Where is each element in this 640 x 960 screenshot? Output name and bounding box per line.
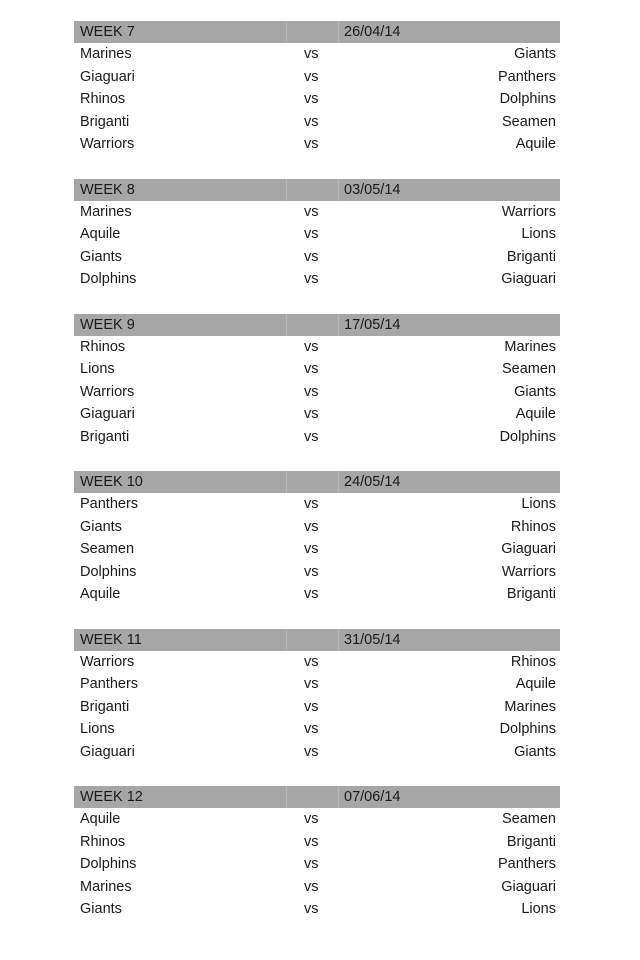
header-divider	[286, 314, 287, 336]
match-row	[74, 426, 560, 449]
match-row	[74, 381, 560, 404]
match-row	[74, 268, 560, 291]
away-team: Giaguari	[501, 271, 556, 287]
match-row	[74, 223, 560, 246]
away-team: Rhinos	[510, 653, 556, 670]
home-team: Aquile	[80, 811, 121, 827]
home-team: Giaguari	[80, 743, 135, 760]
match-row	[74, 111, 560, 134]
week-label: WEEK 11	[80, 631, 142, 648]
versus-label: vs	[304, 113, 319, 130]
home-team: Giaguari	[80, 406, 135, 422]
versus-label: vs	[304, 721, 319, 737]
match-row	[74, 651, 560, 674]
versus-label: vs	[304, 878, 319, 895]
home-team: Warriors	[80, 653, 135, 670]
match-row	[74, 88, 560, 111]
versus-label: vs	[304, 743, 319, 760]
versus-label: vs	[304, 226, 319, 242]
versus-label: vs	[304, 203, 319, 220]
match-row	[74, 876, 560, 899]
away-team: Dolphins	[499, 428, 556, 445]
header-divider	[338, 471, 339, 493]
versus-label: vs	[304, 676, 319, 692]
header-divider	[286, 629, 287, 651]
home-team: Marines	[80, 878, 132, 895]
home-team: Giants	[80, 518, 122, 535]
week-label: WEEK 7	[80, 24, 135, 40]
match-row	[74, 696, 560, 719]
versus-label: vs	[304, 653, 319, 670]
home-team: Lions	[80, 721, 115, 737]
week-header	[74, 471, 560, 493]
match-row	[74, 538, 560, 561]
away-team: Giaguari	[501, 541, 556, 557]
match-row	[74, 358, 560, 381]
away-team: Aquile	[515, 406, 556, 422]
header-divider	[286, 21, 287, 43]
away-team: Dolphins	[499, 91, 556, 107]
versus-label: vs	[304, 541, 319, 557]
versus-label: vs	[304, 68, 319, 85]
week-label: WEEK 12	[80, 789, 143, 805]
header-divider	[338, 314, 339, 336]
week-spacer	[74, 763, 560, 786]
match-row	[74, 493, 560, 516]
home-team: Aquile	[80, 226, 121, 242]
header-divider	[338, 629, 339, 651]
match-row	[74, 336, 560, 359]
away-team: Briganti	[506, 248, 556, 265]
away-team: Aquile	[515, 676, 556, 692]
versus-label: vs	[304, 428, 319, 445]
home-team: Rhinos	[80, 338, 126, 355]
home-team: Giants	[80, 248, 122, 265]
away-team: Lions	[521, 226, 556, 242]
home-team: Briganti	[80, 698, 130, 715]
week-label: WEEK 8	[80, 181, 135, 198]
away-team: Rhinos	[510, 518, 556, 535]
match-row	[74, 898, 560, 921]
header-divider	[286, 786, 287, 808]
away-team: Giants	[514, 46, 556, 62]
match-row	[74, 808, 560, 831]
home-team: Rhinos	[80, 91, 126, 107]
match-row	[74, 403, 560, 426]
home-team: Briganti	[80, 428, 130, 445]
match-row	[74, 831, 560, 854]
away-team: Seamen	[501, 811, 556, 827]
away-team: Panthers	[497, 68, 556, 85]
week-label: WEEK 10	[80, 474, 143, 490]
away-team: Giaguari	[501, 878, 556, 895]
versus-label: vs	[304, 901, 319, 917]
match-row	[74, 43, 560, 66]
match-row	[74, 201, 560, 224]
match-row	[74, 246, 560, 269]
versus-label: vs	[304, 833, 319, 850]
away-team: Seamen	[501, 113, 556, 130]
away-team: Marines	[504, 698, 556, 715]
away-team: Seamen	[501, 361, 556, 377]
week-date: 26/04/14	[344, 24, 401, 40]
match-row	[74, 673, 560, 696]
week-date: 24/05/14	[344, 474, 401, 490]
away-team: Briganti	[506, 586, 556, 602]
home-team: Rhinos	[80, 833, 126, 850]
week-label: WEEK 9	[80, 316, 135, 333]
match-row	[74, 718, 560, 741]
match-row	[74, 66, 560, 89]
home-team: Panthers	[80, 496, 139, 512]
week-block	[74, 629, 560, 787]
week-date: 31/05/14	[344, 631, 401, 648]
home-team: Giaguari	[80, 68, 135, 85]
week-header	[74, 21, 560, 43]
away-team: Warriors	[501, 203, 556, 220]
week-block	[74, 786, 560, 921]
away-team: Marines	[504, 338, 556, 355]
header-divider	[338, 179, 339, 201]
week-spacer	[74, 156, 560, 179]
versus-label: vs	[304, 383, 319, 400]
header-divider	[338, 786, 339, 808]
week-header	[74, 786, 560, 808]
versus-label: vs	[304, 271, 319, 287]
home-team: Warriors	[80, 136, 135, 152]
versus-label: vs	[304, 496, 319, 512]
versus-label: vs	[304, 856, 319, 872]
versus-label: vs	[304, 46, 319, 62]
away-team: Panthers	[497, 856, 556, 872]
away-team: Lions	[521, 496, 556, 512]
week-date: 17/05/14	[344, 316, 401, 333]
versus-label: vs	[304, 406, 319, 422]
versus-label: vs	[304, 136, 319, 152]
week-spacer	[74, 448, 560, 471]
home-team: Dolphins	[80, 563, 137, 580]
week-block	[74, 314, 560, 472]
week-date: 03/05/14	[344, 181, 401, 198]
schedule-document	[74, 21, 560, 921]
home-team: Dolphins	[80, 271, 137, 287]
week-spacer	[74, 606, 560, 629]
header-divider	[286, 471, 287, 493]
match-row	[74, 561, 560, 584]
away-team: Dolphins	[499, 721, 556, 737]
home-team: Briganti	[80, 113, 130, 130]
versus-label: vs	[304, 248, 319, 265]
week-block	[74, 21, 560, 179]
versus-label: vs	[304, 338, 319, 355]
home-team: Warriors	[80, 383, 135, 400]
week-block	[74, 471, 560, 629]
versus-label: vs	[304, 586, 319, 602]
home-team: Dolphins	[80, 856, 137, 872]
week-header	[74, 179, 560, 201]
away-team: Aquile	[515, 136, 556, 152]
home-team: Lions	[80, 361, 115, 377]
week-block	[74, 179, 560, 314]
header-divider	[286, 179, 287, 201]
versus-label: vs	[304, 361, 319, 377]
home-team: Seamen	[80, 541, 135, 557]
away-team: Giants	[514, 743, 556, 760]
versus-label: vs	[304, 91, 319, 107]
home-team: Marines	[80, 203, 132, 220]
match-row	[74, 133, 560, 156]
match-row	[74, 741, 560, 764]
match-row	[74, 516, 560, 539]
versus-label: vs	[304, 811, 319, 827]
header-divider	[338, 21, 339, 43]
week-spacer	[74, 291, 560, 314]
versus-label: vs	[304, 563, 319, 580]
away-team: Giants	[514, 383, 556, 400]
match-row	[74, 853, 560, 876]
home-team: Marines	[80, 46, 132, 62]
match-row	[74, 583, 560, 606]
week-header	[74, 629, 560, 651]
week-date: 07/06/14	[344, 789, 401, 805]
away-team: Lions	[521, 901, 556, 917]
home-team: Panthers	[80, 676, 139, 692]
home-team: Giants	[80, 901, 122, 917]
versus-label: vs	[304, 698, 319, 715]
week-header	[74, 314, 560, 336]
versus-label: vs	[304, 518, 319, 535]
away-team: Warriors	[501, 563, 556, 580]
home-team: Aquile	[80, 586, 121, 602]
away-team: Briganti	[506, 833, 556, 850]
